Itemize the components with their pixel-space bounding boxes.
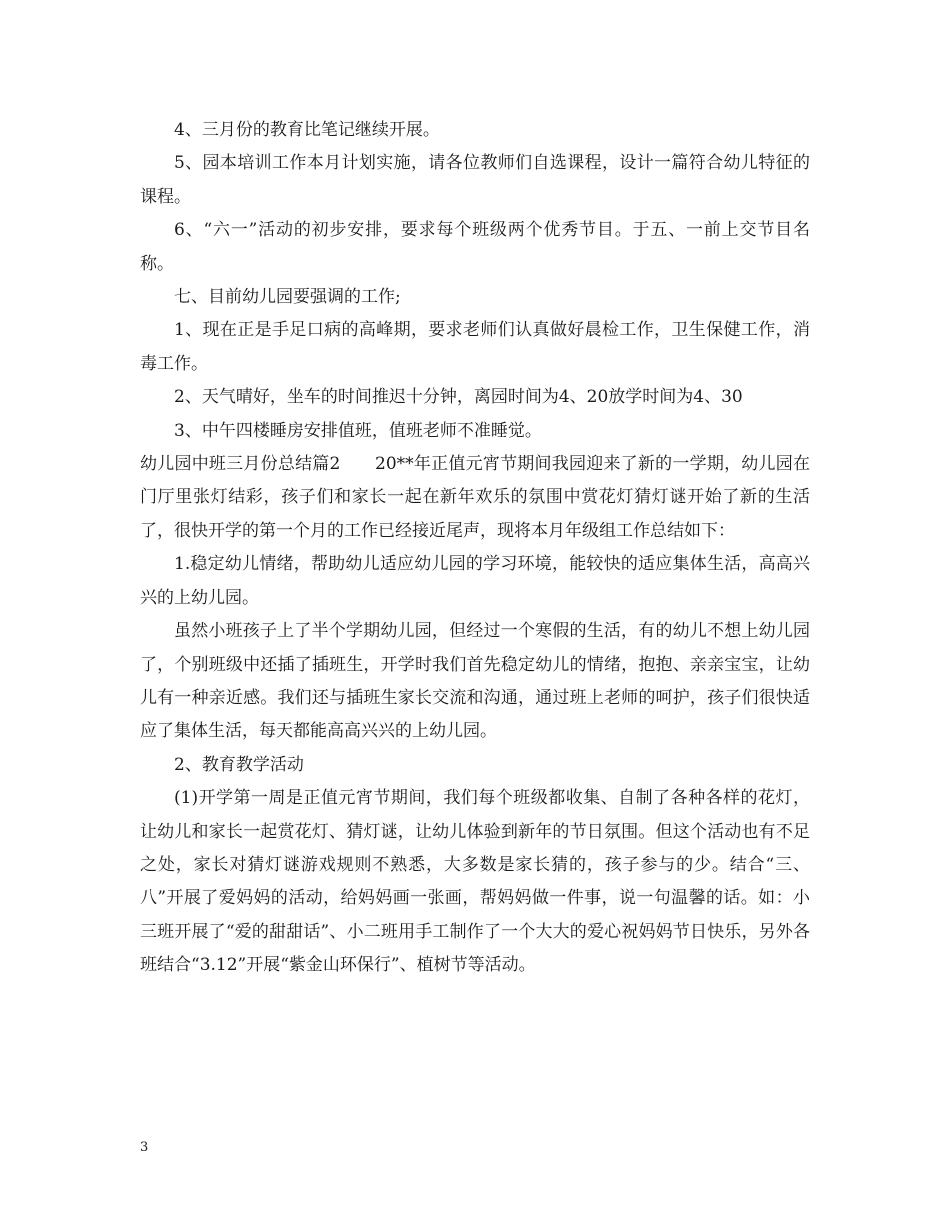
paragraph-item-6: 6、“六一”活动的初步安排，要求每个班级两个优秀节目。于五、一前上交节目名称。 xyxy=(140,220,810,274)
paragraph-item-1: 1、现在正是手足口病的高峰期，要求老师们认真做好晨检工作，卫生保健工作，消毒工作。 xyxy=(140,320,810,374)
document-body xyxy=(140,114,810,983)
paragraph-body: 虽然小班孩子上了半个学期幼儿园，但经过一个寒假的生活，有的幼儿不想上幼儿园了，个别班级中还插了插班生，开学时我们首先稳定幼儿的情绪，抱抱、亲亲宝宝，让幼儿有一种亲近感。我们还与插班生家长交流和沟通，通过班上老师的呵护，孩子们很快适应了集体生活，每天都能高高兴兴的上幼儿园。 xyxy=(140,621,810,742)
paragraph-body: (1)开学第一周是正值元宵节期间，我们每个班级都收集、自制了各种各样的花灯，让幼儿和家长一起赏花灯、猜灯谜，让幼儿体验到新年的节日氛围。但这个活动也有不足之处，家长对猜灯谜游戏规则不熟悉，大多数是家长猜的，孩子参与的少。结合“三、八”开展了爱妈妈的活动，给妈妈画一张画，帮妈妈做一件事，说一句温馨的话。如：小三班开展了“爱的甜甜话”、小二班用手工制作了一个大大的爱心祝妈妈节日快乐，另外各班结合“3.12”开展“紫金山环保行”、植树节等活动。 xyxy=(140,788,810,976)
paragraph-item-4: 4、三月份的教育比笔记继续开展。 xyxy=(174,120,440,140)
paragraph-item-2: 2、天气晴好，坐车的时间推迟十分钟，离园时间为4、20放学时间为4、30 xyxy=(174,387,743,408)
section-heading-teaching: 2、教育教学活动 xyxy=(174,754,304,775)
article-title-paragraph: 幼儿园中班三月份总结篇2 20**年正值元宵节期间我园迎来了新的一学期，幼儿园在门厅里张灯结彩，孩子们和家长一起在新年欢乐的氛围中赏花灯猜灯谜开始了新的生活了，很快开学的第一个月的工作已经接近尾声，现将本月年级组工作总结如下： xyxy=(140,454,810,541)
paragraph-stabilize-emotion: 1.稳定幼儿情绪，帮助幼儿适应幼儿园的学习环境，能较快的适应集体生活，高高兴兴的上幼儿园。 xyxy=(140,554,810,608)
section-heading-seven: 七、目前幼儿园要强调的工作; xyxy=(174,287,401,308)
page-number: 3 xyxy=(140,1140,149,1155)
paragraph-item-5: 5、园本培训工作本月计划实施，请各位教师们自选课程，设计一篇符合幼儿特征的课程。 xyxy=(140,153,810,207)
paragraph-item-3: 3、中午四楼睡房安排值班，值班老师不准睡觉。 xyxy=(174,420,542,441)
